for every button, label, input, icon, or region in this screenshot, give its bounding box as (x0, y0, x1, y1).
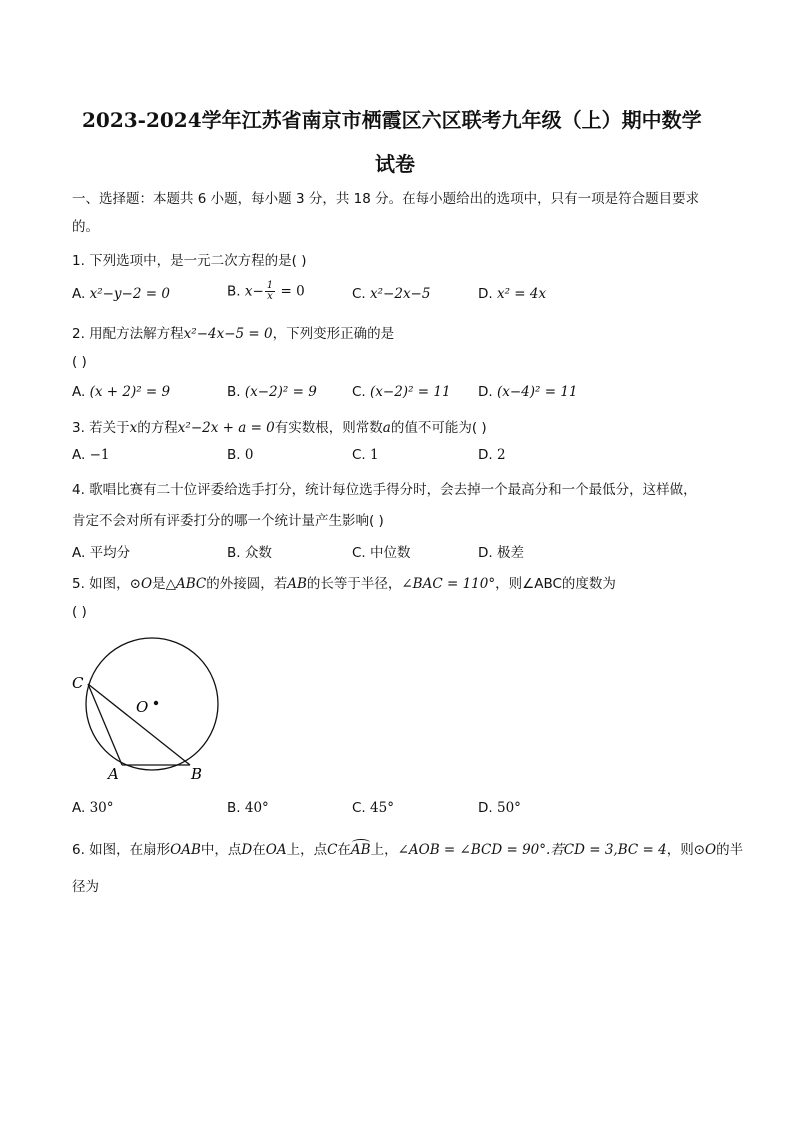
option-formula: (x−2)² = 11 (370, 384, 451, 400)
option-value: 40° (244, 800, 269, 816)
stem-variable: a (382, 420, 391, 436)
stem-condition: ∠AOB = ∠BCD = 90°.若CD = 3,BC = 4 (397, 842, 667, 858)
option-formula: x²−2x−5 (370, 286, 431, 302)
question-3-stem (72, 416, 487, 436)
option-formula-pre: x− (244, 283, 264, 300)
fraction-denominator: x (267, 291, 273, 302)
option-letter: A. (72, 286, 86, 302)
option-letter: D. (478, 286, 493, 302)
arc-ab: AB (350, 842, 371, 858)
question-4-stem: 4. 歌唱比赛有二十位评委给选手打分，统计每位选手得分时，会去掉一个最高分和一个最低分，这样做， (72, 482, 697, 498)
stem-text: 在 (337, 842, 351, 858)
question-5-paren: ( ) (72, 604, 87, 620)
stem-text: 3. 若关于 (72, 420, 130, 436)
stem-text: 6. 如图，在扇形 (72, 842, 171, 858)
option-letter: B. (227, 283, 241, 300)
label-b: B (191, 765, 203, 783)
stem-variable: D (241, 842, 253, 858)
option-formula: x²−y−2 = 0 (89, 286, 170, 302)
option-formula-post: = 0 (276, 283, 305, 300)
option-letter: B. (227, 447, 241, 463)
stem-text: 中，点 (200, 842, 242, 858)
option-value: 0 (244, 447, 254, 463)
stem-variable: x (129, 420, 138, 436)
circumcircle (86, 638, 218, 770)
segment-ca (88, 684, 122, 765)
question-4-option-a: A. 平均分 (72, 545, 131, 561)
option-value: 50° (496, 800, 521, 816)
label-c: C (72, 674, 84, 692)
option-value: 1 (370, 447, 379, 463)
option-value: 45° (370, 800, 394, 816)
stem-text: 是 (152, 576, 166, 592)
stem-text: 上，点 (286, 842, 328, 858)
stem-text: 5. 如图， (72, 576, 130, 592)
question-2-option-b (227, 384, 317, 400)
stem-text: 的半 (716, 842, 744, 858)
question-6-stem (72, 838, 743, 858)
option-letter: D. (478, 800, 493, 816)
option-value: −1 (89, 447, 110, 463)
question-1-option-c (352, 286, 430, 302)
question-1-option-d (478, 286, 546, 302)
question-4-stem-line2: 肯定不会对所有评委打分的哪一个统计量产生影响( ) (72, 513, 384, 529)
option-letter: A. (72, 800, 86, 816)
stem-text: 上， (370, 842, 398, 858)
question-4-option-c: C. 中位数 (352, 545, 411, 561)
question-1-option-a (72, 286, 170, 302)
question-3-option-a (72, 447, 110, 463)
label-a: A (108, 765, 119, 783)
option-letter: C. (352, 286, 366, 302)
section-heading-line2: 的。 (72, 219, 99, 235)
stem-variable: O (705, 842, 717, 858)
stem-text: 在 (252, 842, 266, 858)
option-letter: B. (227, 384, 241, 400)
circle-symbol: ⊙ (129, 576, 141, 592)
stem-text: 的值不可能为( ) (390, 420, 487, 436)
option-formula: (x−4)² = 11 (496, 384, 578, 400)
question-6-stem-line2: 径为 (72, 879, 99, 895)
question-5-option-a (72, 800, 114, 816)
question-2-stem (72, 322, 394, 342)
option-letter: B. (227, 800, 241, 816)
question-2-option-c (352, 384, 451, 400)
stem-equation: x²−2x + a = 0 (177, 420, 275, 436)
option-letter: A. (72, 384, 86, 400)
stem-text: 的方程 (137, 420, 178, 436)
option-formula: x² = 4x (496, 286, 547, 302)
option-letter: D. (478, 447, 493, 463)
center-point (154, 701, 158, 705)
stem-text: ，则⊙ (666, 842, 706, 858)
label-o: O (136, 698, 149, 716)
stem-text: ，则∠ABC的度数为 (495, 576, 616, 592)
option-letter: A. (72, 447, 86, 463)
question-2-option-a (72, 384, 170, 400)
question-3-option-b (227, 447, 253, 463)
stem-text: 的外接圆，若 (206, 576, 288, 592)
question-5-stem (72, 572, 616, 592)
question-4-option-b: B. 众数 (227, 545, 272, 561)
question-3-option-d (478, 447, 506, 463)
stem-text: 2. 用配方法解方程 (72, 326, 184, 342)
question-3-option-c (352, 447, 379, 463)
stem-angle: ∠BAC = 110° (401, 576, 496, 592)
option-letter: C. (352, 800, 366, 816)
stem-variable: OA (265, 842, 287, 858)
option-value: 2 (496, 447, 506, 463)
page-title: 2023-2024学年江苏省南京市栖霞区六区联考九年级（上）期中数学 (82, 108, 702, 132)
stem-variable: AB (287, 576, 307, 592)
stem-variable: C (327, 842, 338, 858)
question-2-option-d (478, 384, 578, 400)
fraction (265, 281, 275, 302)
question-5-option-d (478, 800, 521, 816)
stem-variable: O (140, 576, 153, 592)
stem-text: ，下列变形正确的是 (272, 326, 395, 342)
question-5-option-b (227, 800, 269, 816)
question-1-stem: 1. 下列选项中，是一元二次方程的是( ) (72, 253, 307, 269)
option-letter: C. (352, 384, 366, 400)
page-title-line2: 试卷 (375, 152, 415, 176)
question-1-option-b (227, 281, 305, 302)
option-value: 30° (89, 800, 114, 816)
option-letter: C. (352, 447, 366, 463)
stem-equation: x²−4x−5 = 0 (183, 326, 273, 342)
stem-triangle: △ABC (165, 576, 207, 592)
question-4-option-d: D. 极差 (478, 545, 524, 561)
section-heading: 一、选择题：本题共 6 小题，每小题 3 分，共 18 分。在每小题给出的选项中，只有一项是符合题目要求 (72, 191, 700, 207)
question-5-figure (68, 628, 228, 788)
stem-text: 有实数根，则常数 (274, 420, 383, 436)
segment-cb (88, 684, 190, 765)
question-2-paren: ( ) (72, 354, 87, 370)
stem-variable: OAB (170, 842, 201, 858)
option-letter: D. (478, 384, 493, 400)
option-formula: (x + 2)² = 9 (89, 384, 171, 400)
option-formula: (x−2)² = 9 (244, 384, 317, 400)
stem-text: 的长等于半径， (306, 576, 402, 592)
question-5-option-c (352, 800, 394, 816)
fraction-numerator: 1 (266, 280, 274, 291)
